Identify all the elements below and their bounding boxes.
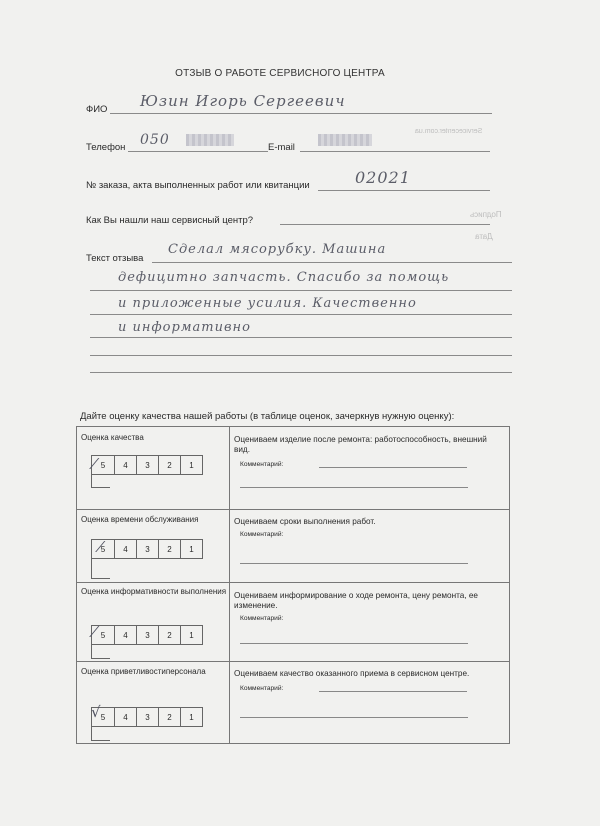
rating-cell[interactable]: 1 — [180, 456, 202, 474]
row-desc-informativeness: Оцениваем информирование о ходе ремонта, цену ремонта, ее изменение. — [234, 591, 478, 610]
phone-underline — [128, 151, 268, 152]
fio-handwritten[interactable]: Юзин Игорь Сергеевич — [140, 92, 346, 110]
comment-line[interactable] — [240, 563, 468, 564]
rating-cell[interactable]: 3 — [136, 626, 158, 644]
row-divider — [77, 509, 509, 510]
rating-table — [76, 426, 510, 744]
bleed-through-site: Servicecenter.com.ua — [415, 128, 483, 135]
phone-label: Телефон — [86, 142, 126, 153]
phone-redacted — [186, 134, 234, 146]
comment-label: Комментарий: — [240, 461, 284, 468]
review-line-2[interactable]: дефицитно запчасть. Спасибо за помощь — [118, 270, 450, 285]
comment-line[interactable] — [240, 643, 468, 644]
review-line-4[interactable]: и информативно — [118, 320, 251, 335]
bracket-mark — [91, 558, 110, 579]
review-underline-1 — [152, 262, 512, 263]
row-divider — [77, 582, 509, 583]
rating-cell[interactable]: 1 — [180, 626, 202, 644]
strike-mark: √ — [91, 703, 101, 721]
review-underline-4 — [90, 337, 512, 338]
email-label: E-mail — [268, 142, 295, 153]
review-line-1[interactable]: Сделал мясорубку. Машина — [168, 242, 387, 257]
strike-mark: ⁄ — [99, 538, 102, 556]
comment-label: Комментарий: — [240, 615, 284, 622]
rating-cell[interactable]: 3 — [136, 708, 158, 726]
comment-line[interactable] — [319, 691, 467, 692]
rating-cell[interactable]: 2 — [158, 540, 180, 558]
source-underline — [280, 224, 490, 225]
row-desc-friendliness: Оцениваем качество оказанного приема в сервисном центре. — [234, 669, 470, 678]
review-underline-5 — [90, 355, 512, 356]
rating-cell[interactable]: 1 — [180, 708, 202, 726]
source-label: Как Вы нашли наш сервисный центр? — [86, 215, 254, 226]
fio-label: ФИО — [86, 104, 108, 115]
order-underline — [318, 190, 490, 191]
rating-cell[interactable]: 2 — [158, 708, 180, 726]
rating-scale-informativeness[interactable] — [91, 625, 203, 645]
row-desc-service-time: Оцениваем сроки выполнения работ. — [234, 517, 376, 526]
comment-label: Комментарий: — [240, 685, 284, 692]
row-desc-quality: Оцениваем изделие после ремонта: работоспособность, внешний вид. — [234, 435, 487, 454]
form-title: ОТЗЫВ О РАБОТЕ СЕРВИСНОГО ЦЕНТРА — [175, 68, 385, 79]
rating-cell[interactable]: 5 — [100, 460, 106, 470]
email-redacted — [318, 134, 372, 146]
bracket-mark — [91, 644, 110, 659]
review-underline-3 — [90, 314, 512, 315]
phone-handwritten[interactable]: 050 — [140, 132, 170, 148]
bleed-through-date: Дата — [475, 232, 493, 241]
rating-cell[interactable]: 4 — [114, 626, 136, 644]
bleed-through-signature: Подпись — [470, 210, 502, 219]
comment-label: Комментарий: — [240, 531, 284, 538]
rating-cell[interactable]: 3 — [136, 456, 158, 474]
row-title-quality: Оценка качества — [81, 433, 144, 442]
review-underline-2 — [90, 290, 512, 291]
rating-cell[interactable]: 5 — [100, 712, 106, 722]
order-label: № заказа, акта выполненных работ или квитанции — [86, 180, 310, 191]
rating-cell[interactable]: 1 — [180, 540, 202, 558]
rating-scale-quality[interactable] — [91, 455, 203, 475]
rating-cell[interactable]: 5 — [100, 544, 106, 554]
review-line-3[interactable]: и приложенные усилия. Качественно — [118, 296, 417, 311]
strike-mark: ⁄ — [93, 455, 96, 473]
strike-mark: ⁄ — [93, 623, 96, 641]
row-divider — [77, 661, 509, 662]
rating-cell[interactable]: 3 — [136, 540, 158, 558]
bracket-mark — [91, 475, 110, 488]
row-title-service-time: Оценка времени обслуживания — [81, 515, 199, 524]
rating-cell[interactable]: 4 — [114, 708, 136, 726]
review-label: Текст отзыва — [86, 253, 144, 264]
rating-scale-friendliness[interactable] — [91, 707, 203, 727]
row-title-friendliness: Оценка приветливостиперсонала — [81, 667, 206, 676]
rating-cell[interactable]: 4 — [114, 456, 136, 474]
fio-underline — [110, 113, 492, 114]
rating-cell[interactable]: 4 — [114, 540, 136, 558]
row-title-informativeness: Оценка информативности выполнения — [81, 587, 227, 596]
comment-line[interactable] — [240, 487, 468, 488]
comment-line[interactable] — [240, 717, 468, 718]
rating-cell[interactable]: 5 — [100, 630, 106, 640]
rating-cell[interactable]: 2 — [158, 626, 180, 644]
email-underline — [300, 151, 490, 152]
rating-header: Дайте оценку качества нашей работы (в таблице оценок, зачеркнув нужную оценку): — [80, 411, 455, 422]
rating-scale-service-time[interactable] — [91, 539, 203, 559]
comment-line[interactable] — [319, 467, 467, 468]
rating-cell[interactable]: 2 — [158, 456, 180, 474]
rating-table-divider — [229, 427, 230, 743]
order-handwritten[interactable]: 02021 — [355, 168, 411, 187]
review-underline-6 — [90, 372, 512, 373]
bracket-mark — [91, 726, 110, 741]
